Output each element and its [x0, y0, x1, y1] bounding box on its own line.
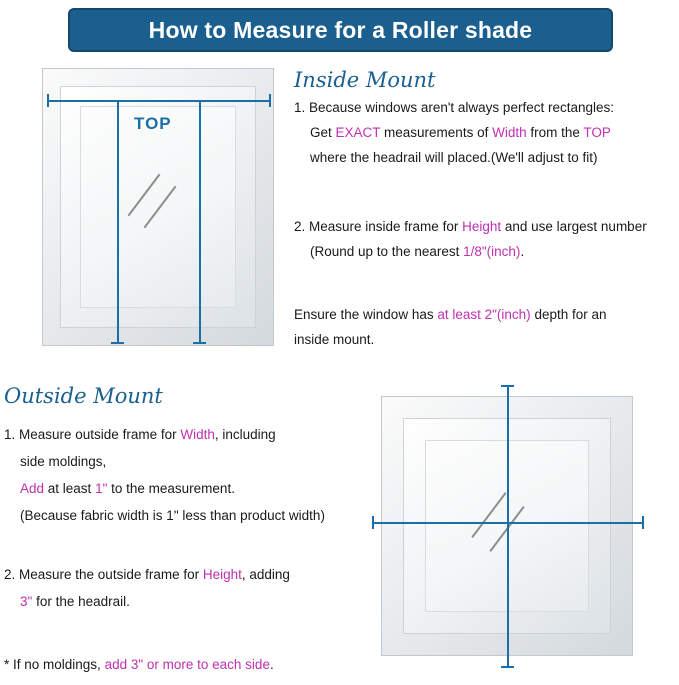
inside-step1-line3: where the headrail will placed.(We'll adjust to fit) [310, 150, 598, 166]
page-title: How to Measure for a Roller shade [148, 16, 533, 43]
inside-step1-exact: EXACT [335, 125, 381, 141]
inside-height-tick-right-bottom [193, 342, 206, 344]
outside-step1-width: Width [180, 427, 215, 442]
outside-step2-line2 [4, 592, 294, 611]
inside-step2-line2-a: (Round up to the nearest [310, 244, 464, 260]
outside-height-tick-bottom [501, 666, 514, 668]
glass-reflection-streak [144, 186, 177, 229]
outside-step1-add: Add [20, 481, 45, 497]
inside-mount-note [294, 305, 679, 349]
outside-mount-step1 [4, 425, 325, 526]
outside-mount-heading: Outside Mount [4, 384, 163, 408]
outside-step1-line1-b: , including [214, 427, 276, 442]
outside-mount-note [4, 655, 334, 674]
inside-step2-line2 [294, 242, 679, 261]
outside-step1-line3 [4, 479, 294, 498]
outside-step1-line1-a: 1. Measure outside frame for [4, 427, 181, 442]
inside-mount-window-diagram [42, 68, 274, 346]
inside-note-line1-a: Ensure the window has [294, 307, 438, 322]
inside-width-tick-left [47, 94, 49, 107]
outside-width-tick-left [372, 516, 374, 529]
outside-height-tick-top [501, 385, 514, 387]
diagram-top-label: TOP [134, 114, 172, 133]
inside-mount-heading: Inside Mount [294, 68, 436, 92]
outside-note-highlight: add 3" or more to each side [104, 657, 270, 672]
window-glass-pane [80, 106, 236, 308]
inside-step1-line2-c: from the [526, 125, 584, 141]
outside-step1-line3-b: to the measurement. [107, 481, 235, 497]
outside-note-post: . [269, 657, 274, 672]
inside-step2-line2-b: . [520, 244, 525, 260]
outside-step2-height: Height [202, 567, 242, 582]
outside-step2-line1-a: 2. Measure the outside frame for [4, 567, 203, 582]
outside-height-measure-line [507, 385, 509, 668]
inside-step2-line1 [294, 217, 679, 236]
inside-height-measure-line-right [199, 100, 201, 344]
inside-step2-line1-b: and use largest number [501, 219, 647, 234]
outside-step2-line1-b: , adding [241, 567, 290, 582]
outside-step1-line1 [4, 425, 294, 444]
inside-mount-step2 [294, 217, 679, 261]
inside-step2-height: Height [462, 219, 502, 234]
glass-reflection-streak [471, 492, 506, 538]
outside-note-pre: * If no moldings, [4, 657, 105, 672]
inside-width-tick-right [269, 94, 271, 107]
inside-step2-line1-a: 2. Measure inside frame for [294, 219, 463, 234]
inside-step1-width: Width [492, 125, 527, 141]
outside-step1-inch: 1" [95, 481, 108, 497]
outside-step2-line2-b: for the headrail. [32, 594, 130, 610]
inside-step2-fraction: 1/8"(inch) [463, 244, 521, 260]
inside-step1-line2 [294, 123, 679, 142]
inside-step1-line2-b: measurements of [380, 125, 493, 141]
inside-width-measure-line [47, 100, 271, 102]
outside-step1-line2: side moldings, [20, 454, 107, 470]
outside-width-tick-right [642, 516, 644, 529]
inside-note-line1 [294, 305, 679, 324]
inside-step1-line2-a: Get [310, 125, 336, 141]
inside-height-measure-line-left [117, 100, 119, 344]
outside-mount-step2 [4, 565, 294, 611]
inside-step1-top: TOP [583, 125, 611, 141]
inside-note-depth: at least 2"(inch) [437, 307, 531, 322]
page-title-banner [68, 8, 613, 52]
outside-step1-line3-a: at least [44, 481, 96, 497]
inside-step1-line1: 1. Because windows aren't always perfect rectangles: [294, 100, 614, 115]
outside-step2-inch: 3" [20, 594, 33, 610]
inside-mount-step1 [294, 98, 679, 167]
inside-note-line1-b: depth for an [530, 307, 607, 322]
outside-note-line [4, 655, 334, 674]
inside-note-line2: inside mount. [294, 332, 375, 348]
outside-step2-line1 [4, 565, 294, 584]
outside-step1-line4: (Because fabric width is 1" less than product width) [20, 508, 325, 524]
inside-height-tick-left-bottom [111, 342, 124, 344]
